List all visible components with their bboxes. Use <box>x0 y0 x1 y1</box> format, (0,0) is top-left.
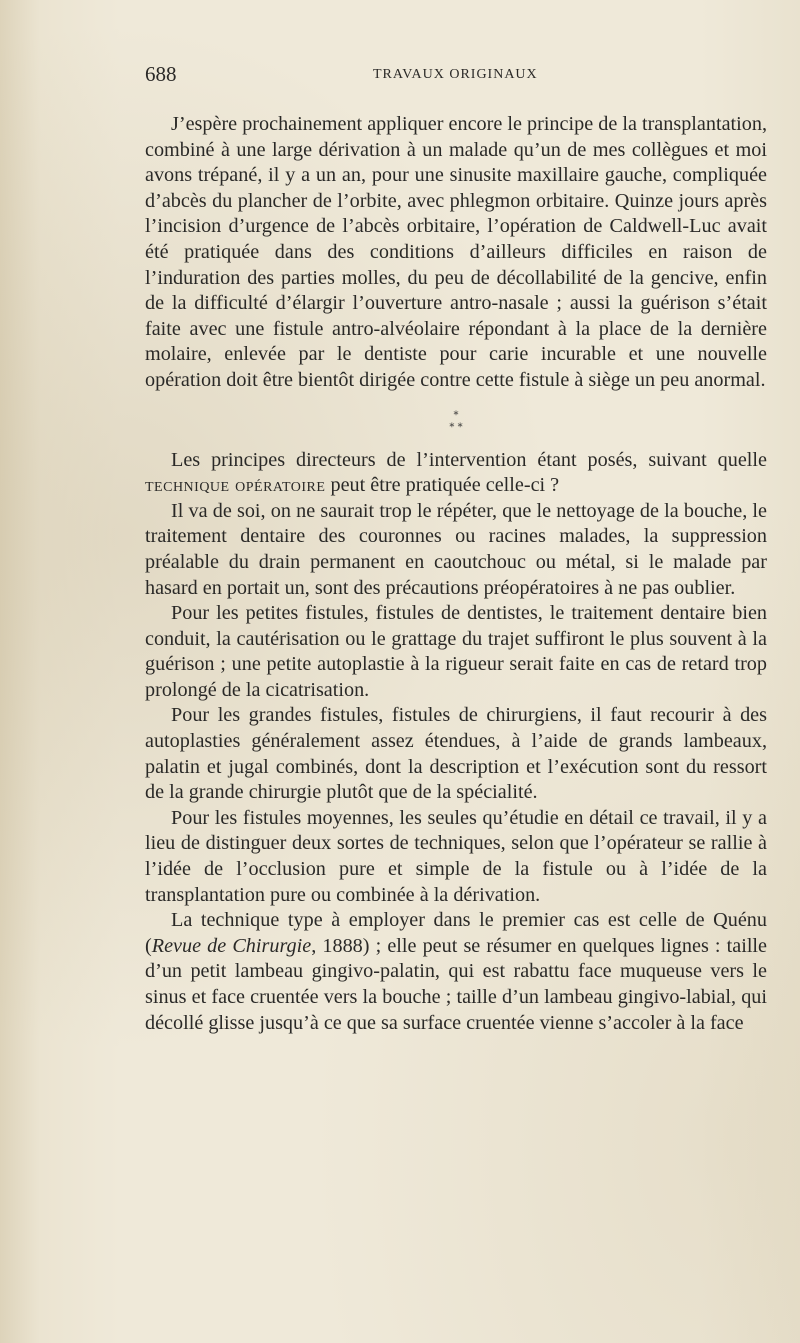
paragraph-small-fistulas: Pour les petites fistules, fistules de dentistes, le traitement dentaire bien conduit, la cautérisation ou le grattage du trajet suffiront le plus souvent à la guérison ; une petite autoplastie à la rigueur serait faite en cas de retard trop prolongé de la cicatrisation. <box>145 602 767 701</box>
page-header <box>145 62 767 90</box>
paragraph-quenu-technique <box>145 908 767 1036</box>
paragraph-technique-question-start: Les principes directeurs de l’intervention étant posés, suivant quelle <box>171 448 767 471</box>
paragraph-technique-question <box>145 448 767 499</box>
technique-operatoire-smallcaps: technique opératoire <box>145 474 326 497</box>
running-head: TRAVAUX ORIGINAUX <box>373 67 538 82</box>
page-number: 688 <box>145 62 177 86</box>
paragraph-quenu-end: , 1888) ; elle peut se résumer en quelques lignes : taille d’un petit lambeau gingivo-palatin, qui est rabattu face muqueuse vers le sinus et face cruentée vers la bouche ; taille d’un lambeau gingivo-labial, qui décollé glisse jusqu’à ce que sa surface cruentée vienne s’accoler à la face <box>145 934 767 1034</box>
paragraph-preoperative-precautions: Il va de soi, on ne saurait trop le répéter, que le nettoyage de la bouche, le traitement dentaire des couronnes ou racines malades, la suppression préalable du drain permanent en caoutchouc ou métal, si le malade par hasard en portait un, sont des précautions préopératoires à ne pas oublier. <box>145 499 767 599</box>
paragraph-quenu-start: La technique type à employer dans le premier cas est celle de Quénu ( <box>145 909 767 957</box>
paragraph-technique-question-end: peut être pratiquée celle-ci ? <box>325 474 560 497</box>
section-asterism <box>145 410 767 434</box>
paragraph-medium-fistulas: Pour les fistules moyennes, les seules qu’étudie en détail ce travail, il y a lieu de distinguer deux sortes de techniques, selon que l’opérateur se rallie à l’idée de l’occlusion pure et simple de la fistule ou à l’idée de la transplantation pure ou combinée à la dérivation. <box>145 806 767 906</box>
paragraph-transplantation-case: J’espère prochainement appliquer encore le principe de la transplantation, combiné à une large dérivation à un malade qu’un de mes collègues et moi avons trépané, il y a un an, pour une sinusite maxillaire gauche, compliquée d’abcès du plancher de l’orbite, avec phlegmon orbitaire. Quinze jours après l’incision d’urgence de l’abcès orbitaire, l’opération de Caldwell-Luc avait été pratiquée dans des conditions d’ailleurs difficiles en raison de l’induration des parties molles, du peu de décollabilité de la gencive, enfin de la difficulté d’élargir l’ouverture antro-nasale ; aussi la guérison s’était faite avec une fistule antro-alvéolaire répondant à la place de la dernière molaire, enlevée par le dentiste pour carie incurable et une nouvelle opération doit être bientôt dirigée contre cette fistule à siège un peu anormal. <box>145 113 767 391</box>
asterism-bottom: * * <box>449 421 463 433</box>
asterism-top: * <box>453 409 459 421</box>
body-text <box>145 112 767 1036</box>
journal-title-italic: Revue de Chirurgie <box>151 934 312 957</box>
paragraph-large-fistulas: Pour les grandes fistules, fistules de chirurgiens, il faut recourir à des autoplasties généralement assez étendues, à l’aide de grands lambeaux, palatin et jugal combinés, dont la description et l’exécution sont du ressort de la grande chirurgie plutôt que de la spécialité. <box>145 704 767 804</box>
